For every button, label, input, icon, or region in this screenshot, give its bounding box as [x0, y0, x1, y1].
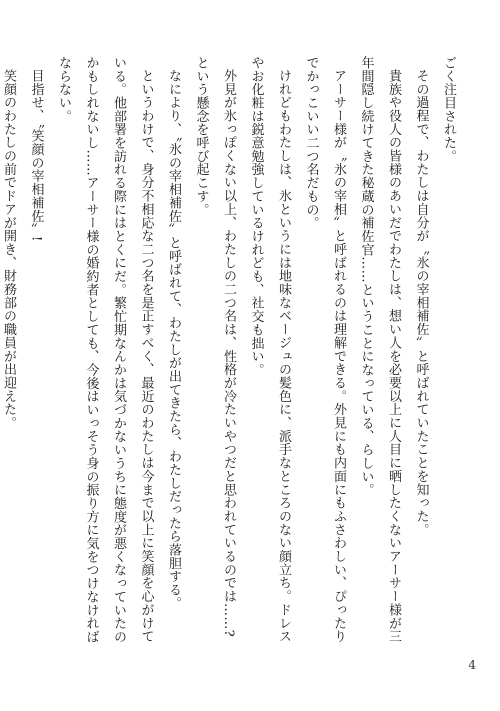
text-line: 笑顔のわたしの前でドアが開き、財務部の職員が出迎えた。: [1, 69, 16, 430]
text-line: いる。他部署を訪れる際にはとくにだ。繁忙期なんかは気づかないうちに態度が悪くなっていたの: [111, 56, 126, 644]
text-line: アーサー様が〝氷の宰相〟と呼ばれるのは理解できる。外見にも内面にもふさわしい、ぴったり: [331, 69, 346, 644]
text-line: でかっこいい二つ名だもの。: [303, 56, 319, 230]
text-line: やお化粧は鋭意勉強しているけれども、社交も拙い。: [248, 56, 264, 377]
text-line: なにより、〝氷の宰相補佐〟と呼ばれて、わたしが出てきたら、わたしだったら落胆する。: [166, 69, 181, 610]
text-line: 目指せ、〝笑顔の宰相補佐〟!: [28, 69, 44, 242]
text-line: 外見が氷っぽくない以上、わたしの二つ名は、性格が冷たいやつだと思われているのでは……?: [221, 69, 236, 638]
text-line: 年間隠し続けてきた秘蔵の補佐官……ということになっている、らしい。: [358, 56, 374, 497]
page-number: 4: [468, 658, 476, 672]
text-line: その過程で、わたしは自分が〝氷の宰相補佐〟と呼ばれていたことを知った。: [413, 69, 429, 537]
text-line: というわけで、身分不相応な二つ名を是正すべく、最近のわたしは今まで以上に笑顔を心がけて: [138, 69, 154, 644]
text-line: という懸念を呼び起こす。: [193, 56, 209, 217]
text-line: かもしれないし……アーサー様の婚約者としても、今後はいっそう身の振り方に気をつけなければ: [83, 56, 99, 644]
vertical-text-body: [0, 56, 462, 644]
text-line: ならない。: [56, 56, 71, 123]
text-line: けれどもわたしは、氷というには地味なベージュの髪色に、派手なところのない顔立ち。ドレス: [276, 69, 291, 644]
text-line: ごく注目された。: [441, 56, 456, 163]
text-line: 貴族や役人の皆様のあいだでわたしは、想い人を必要以上に人目に晒したくないアーサー様が三: [386, 69, 401, 644]
